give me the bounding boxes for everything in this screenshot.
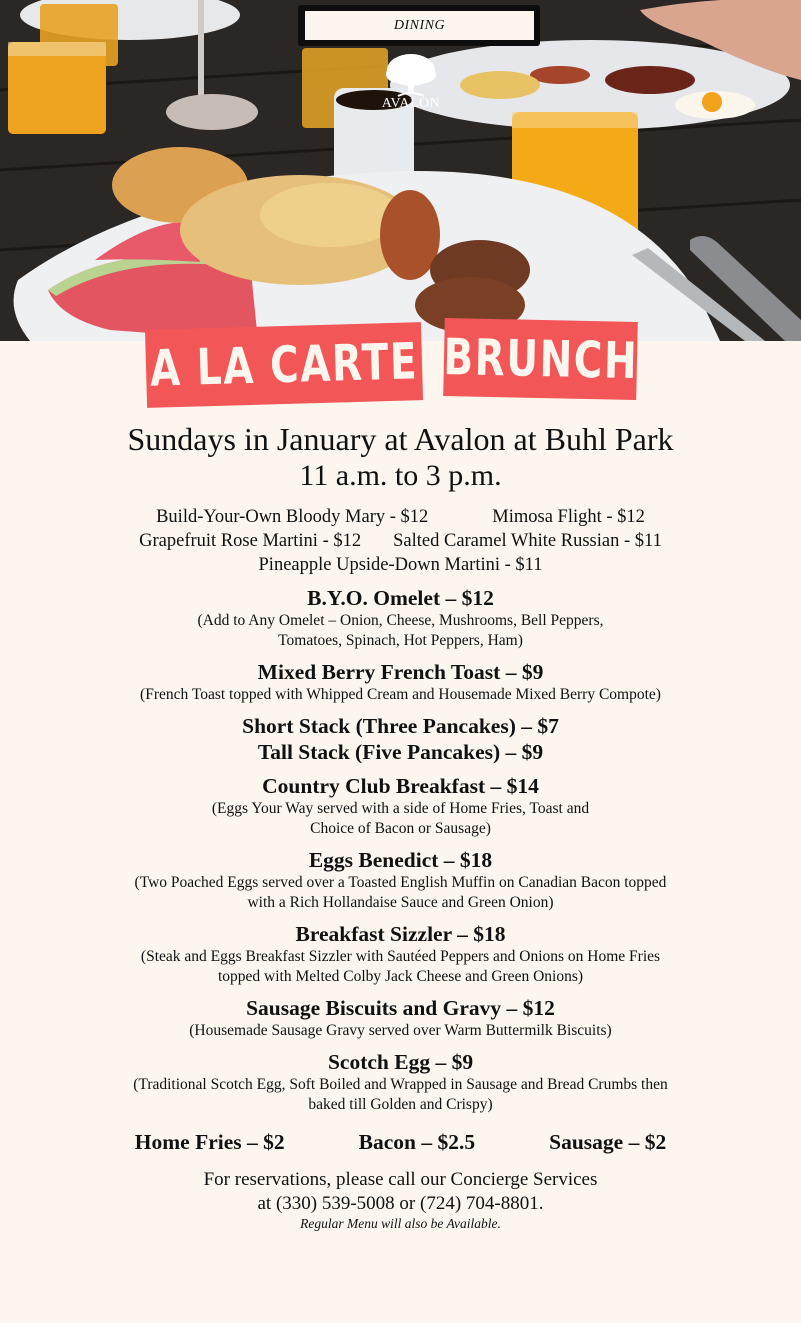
event-hours: 11 a.m. to 3 p.m. <box>299 459 502 492</box>
reservation-phone-line: at (330) 539-5008 or (724) 704-8801. <box>257 1193 544 1214</box>
menu-item-title: Sausage Biscuits and Gravy – $12 <box>246 996 555 1020</box>
menu-item <box>0 713 801 765</box>
menu-item-title: B.Y.O. Omelet – $12 <box>307 586 494 610</box>
menu-item <box>0 1049 801 1115</box>
menu-item <box>0 995 801 1041</box>
menu-item <box>0 847 801 913</box>
menu-item-desc: topped with Melted Colby Jack Cheese and Green Onions) <box>217 968 584 985</box>
menu-item-desc: (Traditional Scotch Egg, Soft Boiled and Wrapped in Sausage and Bread Crumbs then <box>133 1076 668 1093</box>
drinks-row <box>0 553 801 577</box>
logo-wordmark: AVALON <box>381 96 441 111</box>
menu-item-title: Short Stack (Three Pancakes) – $7 <box>242 714 559 738</box>
menu-item-title: Country Club Breakfast – $14 <box>262 774 539 798</box>
menu-item-desc: (French Toast topped with Whipped Cream and Housemade Mixed Berry Compote) <box>140 686 661 703</box>
menu-item-desc: (Two Poached Eggs served over a Toasted English Muffin on Canadian Bacon topped <box>134 874 667 891</box>
title-banner-part1 <box>145 322 423 408</box>
menu-item-desc: (Add to Any Omelet – Onion, Cheese, Mushrooms, Bell Peppers, <box>197 612 604 629</box>
reservation-line: For reservations, please call our Concierge Services <box>203 1169 598 1190</box>
section-tag <box>298 5 540 46</box>
sides-list <box>0 1129 801 1155</box>
menu-item-title: Tall Stack (Five Pancakes) – $9 <box>257 740 544 764</box>
banner-text-1: A LA CARTE <box>149 332 419 398</box>
side-item: Sausage – $2 <box>549 1130 667 1154</box>
side-item: Home Fries – $2 <box>134 1130 285 1154</box>
drink-item: Build-Your-Own Bloody Mary - $12 <box>156 507 429 527</box>
menu-item <box>0 659 801 705</box>
event-headline: Sundays in January at Avalon at Buhl Park <box>127 421 674 457</box>
reservation-info <box>0 1168 801 1216</box>
title-banner-part2 <box>443 318 638 400</box>
drinks-row <box>0 529 801 553</box>
menu-item-title: Eggs Benedict – $18 <box>308 848 493 872</box>
menu-item-title: Scotch Egg – $9 <box>327 1050 474 1074</box>
menu-item-title: Mixed Berry French Toast – $9 <box>257 660 544 684</box>
banner-text-2: BRUNCH <box>442 327 639 391</box>
menu-item-desc: Tomatoes, Spinach, Hot Peppers, Ham) <box>278 632 523 649</box>
drink-item: Pineapple Upside-Down Martini - $11 <box>258 555 543 575</box>
menu-item-desc: with a Rich Hollandaise Sauce and Green Onion) <box>247 894 554 911</box>
menu-item <box>0 773 801 839</box>
menu-item-desc: (Eggs Your Way served with a side of Home Fries, Toast and <box>211 800 590 817</box>
menu-item <box>0 921 801 987</box>
menu-content <box>0 420 801 1232</box>
tree-icon <box>370 52 452 100</box>
section-tag-label: DINING <box>303 11 534 40</box>
drinks-list <box>0 505 801 577</box>
drink-item: Mimosa Flight - $12 <box>492 507 645 527</box>
menu-item-desc: baked till Golden and Crispy) <box>308 1096 493 1113</box>
drink-item: Grapefruit Rose Martini - $12 <box>139 531 362 551</box>
side-item: Bacon – $2.5 <box>358 1130 476 1154</box>
drink-item: Salted Caramel White Russian - $11 <box>393 531 662 551</box>
menu-item <box>0 585 801 651</box>
drinks-row <box>0 505 801 529</box>
avalon-logo <box>370 52 452 118</box>
menu-item-desc: Choice of Bacon or Sausage) <box>310 820 491 837</box>
menu-item-desc: (Steak and Eggs Breakfast Sizzler with Sautéed Peppers and Onions on Home Fries <box>140 948 661 965</box>
regular-menu-note: Regular Menu will also be Available. <box>300 1216 501 1231</box>
hero-photo <box>0 0 801 341</box>
menu-item-title: Breakfast Sizzler – $18 <box>295 922 506 946</box>
menu-item-desc: (Housemade Sausage Gravy served over Warm Buttermilk Biscuits) <box>189 1022 612 1039</box>
